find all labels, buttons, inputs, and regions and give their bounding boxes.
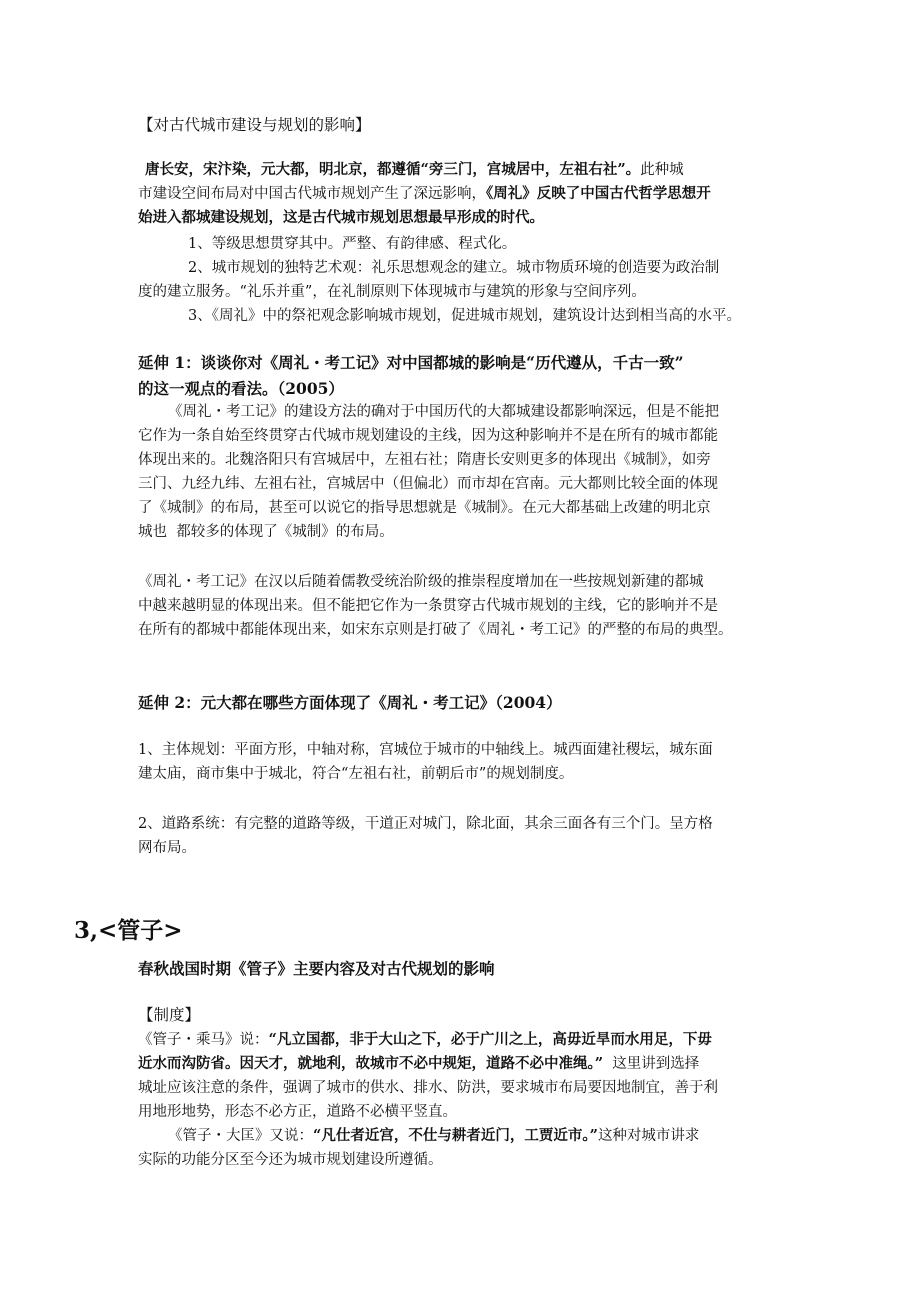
extension-1-answer — [138, 400, 719, 544]
intro-line-1: 唐长安，宋汴染，元大都，明北京，都遵循“旁三门，宫城居中，左祖右社”。此种城 — [145, 161, 684, 178]
extension-2-item-2 — [138, 812, 713, 860]
paragraph-line: 近水而沟防省。因天才，就地利，故城市不必中规矩，道路不必中准绳。” 这里讲到选择 — [138, 1055, 700, 1072]
guanzi-chengma-paragraph — [138, 1028, 718, 1124]
point-2: 2、城市规划的独特艺术观：礼乐思想观念的建立。城市物质环境的创造要为政治制 — [188, 260, 720, 276]
intro-line-3: 始进入都城建设规划，这是古代城市规划思想最早形成的时代。 — [138, 209, 544, 226]
point-2-continued: 度的建立服务。“礼乐并重”，在礼制原则下体现城市与建筑的形象与空间序列。 — [138, 284, 646, 300]
answer-line: 三门、九经九纬、左祖右社，宫城居中（但偏北）而市却在宫南。元大都则比较全面的体现 — [138, 476, 718, 492]
paragraph-line: 实际的功能分区至今还为城市规划建设所遵循。 — [138, 1152, 443, 1168]
extension-2-item-1 — [138, 738, 713, 786]
extra-line: 在所有的都城中都能体现出来，如宋东京则是打破了《周礼・考工记》的严整的布局的典型。 — [138, 622, 733, 638]
point-3: 3、《周礼》中的祭祀观念影响城市规划，促进城市规划，建筑设计达到相当高的水平。 — [188, 308, 741, 324]
extension-2-question: 延伸 2：元大都在哪些方面体现了《周礼・考工记》（2004） — [138, 693, 562, 712]
intro-paragraph — [138, 158, 711, 230]
influence-points — [138, 232, 741, 328]
point-1: 1、等级思想贯穿其中。严整、有韵律感、程式化。 — [188, 236, 517, 252]
section-3-heading: 3,<管子> — [74, 917, 183, 944]
answer-line: 《周礼・考工记》的建设方法的确对于中国历代的大都城建设都影响深远，但是不能把 — [168, 404, 719, 420]
answer-line: 了《城制》的布局，甚至可以说它的指导思想就是《城制》。在元大都基础上改建的明北京 — [138, 500, 711, 516]
paragraph-line: 城址应该注意的条件，强调了城市的供水、排水、防洪，要求城市布局要因地制宜，善于利 — [138, 1080, 718, 1096]
paragraph-line: 用地形地势，形态不必方正，道路不必横平竖直。 — [138, 1104, 457, 1120]
question-line: 的这一观点的看法。（2005） — [138, 379, 344, 398]
section-heading-influence: 【对古代城市建设与规划的影响】 — [138, 116, 371, 134]
item-line: 2、道路系统：有完整的道路等级，干道正对城门，除北面，其余三面各有三个门。呈方格 — [138, 816, 713, 832]
system-label: 【制度】 — [138, 1006, 201, 1024]
item-line: 建太庙，商市集中于城北，符合“左祖右社，前朝后市”的规划制度。 — [138, 766, 574, 782]
answer-line: 它作为一条自始至终贯穿古代城市规划建设的主线，因为这种影响并不是在所有的城市都能 — [138, 428, 718, 444]
answer-line: 体现出来的。北魏洛阳只有宫城居中，左祖右社；隋唐长安则更多的体现出《城制》，如旁 — [138, 452, 711, 468]
section-3-subheading: 春秋战国时期《管子》主要内容及对古代规划的影响 — [138, 959, 495, 978]
paragraph-line: 《管子・乘马》说：“凡立国都，非于大山之下，必于广川之上，高毋近旱而水用足，下毋 — [138, 1031, 712, 1048]
extension-1-question — [138, 350, 684, 402]
extra-line: 《周礼・考工记》在汉以后随着儒教受统治阶级的推崇程度增加在一些按规划新建的都城 — [138, 574, 704, 590]
intro-line-2: 市建设空间布局对中国古代城市规划产生了深远影响，《周礼》反映了中国古代哲学思想开 — [138, 185, 711, 202]
item-line: 1、主体规划：平面方形，中轴对称，宫城位于城市的中轴线上。城西面建社稷坛，城东面 — [138, 742, 713, 758]
paragraph-line: 《管子・大匡》又说：“凡仕者近宫，不仕与耕者近门，工贾近市。”这种对城市讲求 — [168, 1127, 700, 1144]
guanzi-dakuang-paragraph — [138, 1124, 699, 1172]
question-line: 延伸 1：谈谈你对《周礼・考工记》对中国都城的影响是“历代遵从，千古一致” — [138, 353, 684, 372]
item-line: 网布局。 — [138, 840, 196, 856]
extension-1-extra — [138, 570, 733, 642]
answer-line: 城也 都较多的体现了《城制》的布局。 — [138, 524, 394, 540]
extra-line: 中越来越明显的体现出来。但不能把它作为一条贯穿古代城市规划的主线，它的影响并不是 — [138, 598, 718, 614]
